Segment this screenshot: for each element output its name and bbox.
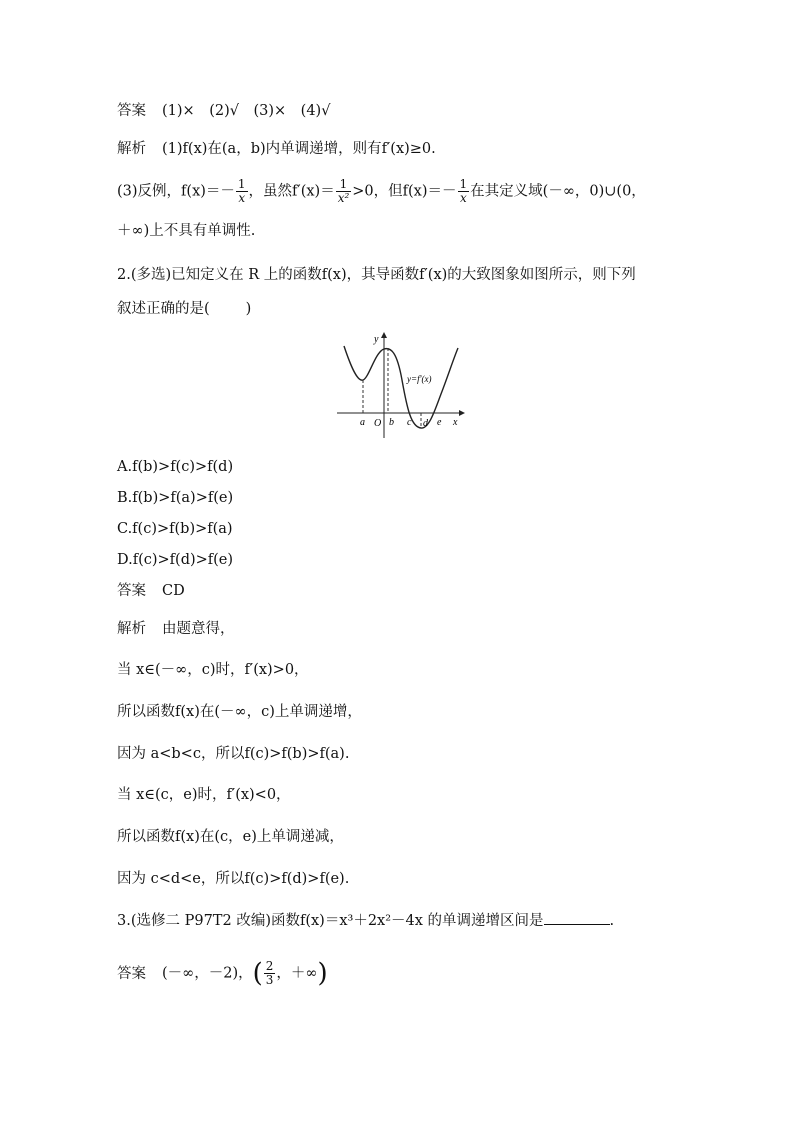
y-axis-arrow: [381, 332, 387, 338]
analysis-part-d: 在其定义域(－∞，0)∪(0，: [470, 183, 646, 200]
y-axis-label: y: [374, 334, 379, 345]
analysis-part-c: >0，但f(x)＝－: [352, 183, 457, 200]
curve-label: y=f′(x): [407, 374, 432, 384]
answer-1-line: [117, 100, 330, 122]
answer-text: (1)× (2)√ (3)× (4)√: [162, 103, 331, 119]
analysis-part-a: (3)反例，f(x)＝－: [117, 183, 235, 200]
point-label-c: c: [407, 417, 412, 428]
curve-f-prime: [344, 346, 458, 428]
analysis-2-line-1: 解析 由题意得，: [117, 621, 235, 637]
x-axis-arrow: [459, 410, 465, 416]
point-label-b: b: [389, 417, 394, 428]
analysis-2-line-2: 当 x∈(－∞，c)时，f′(x)>0，: [117, 662, 309, 678]
answer-2-line: [117, 580, 185, 602]
question-2-line-1: 2.(多选)已知定义在 R 上的函数f(x)，其导函数f′(x)的大致图象如图所示，则下列: [117, 267, 636, 283]
answer-key: 答案: [117, 583, 146, 599]
analysis-text: (1)f(x)在(a，b)内单调递增，则有f′(x)≥0.: [162, 141, 436, 157]
analysis-2-line-6: 所以函数f(x)在(c，e)上单调递减，: [117, 829, 344, 845]
analysis-2-line-5: 当 x∈(c，e)时，f′(x)<0，: [117, 787, 291, 803]
option-a: A.f(b)>f(c)>f(d): [117, 459, 234, 475]
analysis-1-line-1: [117, 138, 436, 160]
answer-key: 答案: [117, 103, 146, 119]
analysis-part-e: ＋∞)上不具有单调性.: [117, 223, 256, 239]
fraction-2: $\frac{1}{\text{x²}}$: [337, 177, 350, 205]
fraction-1: $\frac{1}{x}$: [237, 177, 246, 205]
answer-blank: [544, 910, 610, 925]
option-d: D.f(c)>f(d)>f(e): [117, 552, 234, 568]
analysis-2-line-4: 因为 a<b<c，所以f(c)>f(b)>f(a).: [117, 746, 350, 762]
analysis-1-line-3: [117, 220, 255, 242]
fraction-2-3: $\frac{2}{3}$: [265, 959, 274, 987]
point-label-a: a: [360, 417, 365, 428]
point-label-e: e: [437, 417, 442, 428]
derivative-graph: [335, 330, 465, 440]
analysis-part-b: ，虽然f′(x)＝: [248, 183, 335, 200]
origin-label: O: [374, 418, 382, 429]
answer-text: CD: [162, 583, 185, 599]
analysis-2-line-3: 所以函数f(x)在(－∞，c)上单调递增，: [117, 704, 362, 720]
analysis-2-line-7: 因为 c<d<e，所以f(c)>f(d)>f(e).: [117, 871, 350, 887]
question-3-line: 3.(选修二 P97T2 改编)函数f(x)＝x³＋2x²－4x 的单调递增区间是 .: [117, 910, 614, 932]
analysis-key: 解析: [117, 141, 146, 157]
analysis-1-line-2: [117, 178, 646, 205]
question-2-line-2: 叙述正确的是( ): [117, 301, 252, 317]
option-b: B.f(b)>f(a)>f(e): [117, 490, 234, 506]
answer-3-line: 答案 (－∞，－2)，( $\frac{2}{3}$ ，＋∞): [117, 958, 328, 989]
analysis-key: 解析: [117, 621, 146, 637]
fraction-3: $\frac{1}{x}$: [459, 177, 468, 205]
point-label-d: d: [423, 418, 428, 429]
answer-key: 答案: [117, 965, 146, 982]
x-axis-label: x: [453, 417, 458, 428]
option-c: C.f(c)>f(b)>f(a): [117, 521, 233, 537]
